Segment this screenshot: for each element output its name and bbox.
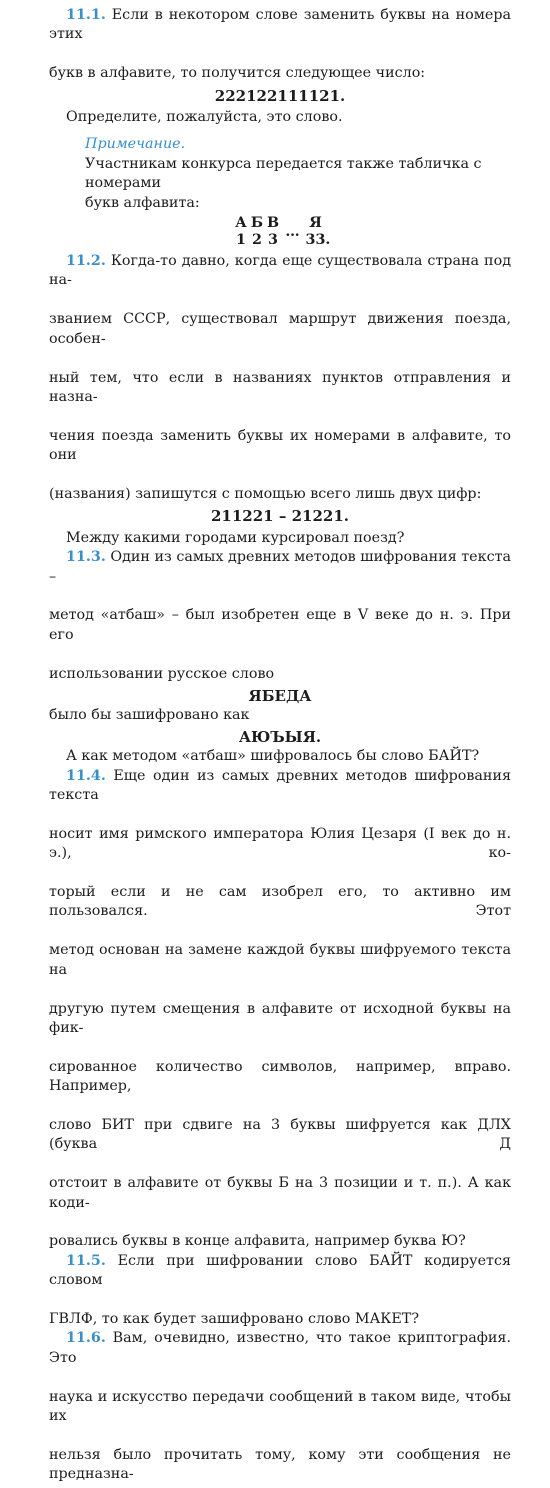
number-sequence: 211221 – 21221. bbox=[211, 507, 349, 526]
note-line-2: букв алфавита: bbox=[85, 194, 200, 211]
alphabet-number: 3 bbox=[268, 232, 278, 249]
alphabet-letter: Б bbox=[250, 215, 264, 232]
problem-number: 11.1. bbox=[66, 7, 106, 23]
problem-text-line: носит имя римского императора Юлия Цезаря (I век до н. э.), ко- bbox=[49, 825, 511, 862]
problem-text-line: отстоит в алфавите от буквы Б на 3 позиции и т. п.). А как коди- bbox=[49, 1175, 511, 1211]
alphabet-number: 33. bbox=[305, 232, 331, 249]
problem-text-line: метод основан на замене каждой буквы шифруемого текста на bbox=[49, 942, 511, 978]
alphabet-number: 2 bbox=[252, 232, 262, 249]
alphabet-number: 1 bbox=[236, 232, 246, 249]
cipher-word: АЮЪЫЯ. bbox=[238, 727, 322, 746]
page-body bbox=[49, 6, 511, 1488]
problem-text: Если при шифровании слово БАЙТ кодируется словом bbox=[49, 1252, 511, 1289]
problem-text-line: нельзя было прочитать тому, кому эти сообщения не предназна- bbox=[49, 1446, 511, 1483]
problem-text-line: ГВЛФ, то как будет зашифровано слово МАКЕТ? bbox=[49, 1311, 420, 1327]
problem-question: А как методом «атбаш» шифровалось бы слово БАЙТ? bbox=[66, 748, 480, 765]
problem-question: Определите, пожалуйста, это слово. bbox=[66, 109, 343, 126]
problem-text-line: чения поезда заменить буквы их номерами в алфавите, то они bbox=[49, 427, 511, 464]
problem-text-line: другую путем смещения в алфавите от исходной буквы на фик- bbox=[49, 1000, 511, 1036]
number-sequence: 222122111121. bbox=[214, 86, 346, 105]
problem-11-1-line-2: букв в алфавите, то получится следующее число: bbox=[49, 65, 426, 82]
problem-text-line: (названия) запишутся с помощью всего лишь двух цифр: bbox=[49, 485, 482, 502]
problem-text: Если в некотором слове заменить буквы на номера этих bbox=[49, 7, 511, 43]
problem-number: 11.4. bbox=[66, 767, 106, 784]
problem-text: Когда-то давно, когда еще существовала страна под на- bbox=[49, 253, 511, 289]
problem-text-line: сированное количество символов, например, вправо. Например, bbox=[49, 1058, 511, 1095]
problem-question: Между какими городами курсировал поезд? bbox=[66, 529, 405, 546]
problem-text-line: метод «атбаш» – был изобретен еще в V веке до н. э. При его bbox=[49, 607, 511, 643]
alphabet-letter: А bbox=[235, 215, 247, 232]
example-word: ЯБЕДА bbox=[248, 687, 312, 705]
alphabet-letter: Я bbox=[309, 215, 322, 232]
problem-11-1-line-1 bbox=[49, 6, 511, 64]
problem-text-line: ровались буквы в конце алфавита, например буква Ю? bbox=[49, 1233, 466, 1250]
problem-11-5-line-1 bbox=[49, 1252, 511, 1310]
problem-number: 11.2. bbox=[66, 253, 106, 270]
problem-text-line: использовании русское слово bbox=[49, 665, 275, 682]
problem-11-3-line-1 bbox=[49, 548, 511, 606]
problem-text: Еще один из самых древних методов шифрования текста bbox=[49, 767, 511, 804]
problem-text-line: было бы зашифровано как bbox=[49, 707, 250, 724]
problem-text-line: ный тем, что если в названиях пунктов отправления и назна- bbox=[49, 369, 511, 405]
problem-text-line: наука и искусство передачи сообщений в таком виде, чтобы их bbox=[49, 1388, 511, 1425]
problem-text: Вам, очевидно, известно, что такое криптография. Это bbox=[49, 1330, 511, 1366]
alphabet-table bbox=[49, 215, 511, 249]
problem-number: 11.3. bbox=[66, 549, 106, 566]
note-line-1: Участникам конкурса передается также табличка с номерами bbox=[85, 155, 482, 192]
problem-number: 11.6. bbox=[66, 1330, 106, 1347]
problem-11-6-line-1 bbox=[49, 1329, 511, 1387]
problem-text-line: званием СССР, существовал маршрут движения поезда, особен- bbox=[49, 311, 511, 347]
problem-text: Один из самых древних методов шифрования текста – bbox=[49, 549, 512, 585]
problem-11-4-line-1 bbox=[49, 767, 511, 825]
problem-11-2-line-1 bbox=[49, 252, 511, 310]
problem-number: 11.5. bbox=[66, 1252, 106, 1269]
problem-text-line: слово БИТ при сдвиге на 3 буквы шифруется как ДЛХ (буква Д bbox=[49, 1116, 511, 1153]
alphabet-letter: В bbox=[266, 215, 280, 232]
alphabet-ellipsis: … bbox=[285, 223, 300, 240]
problem-text-line: торый если и не сам изобрел его, то активно им пользовался. Этот bbox=[49, 884, 511, 920]
note-block bbox=[49, 135, 511, 213]
note-label: Примечание. bbox=[85, 136, 186, 153]
